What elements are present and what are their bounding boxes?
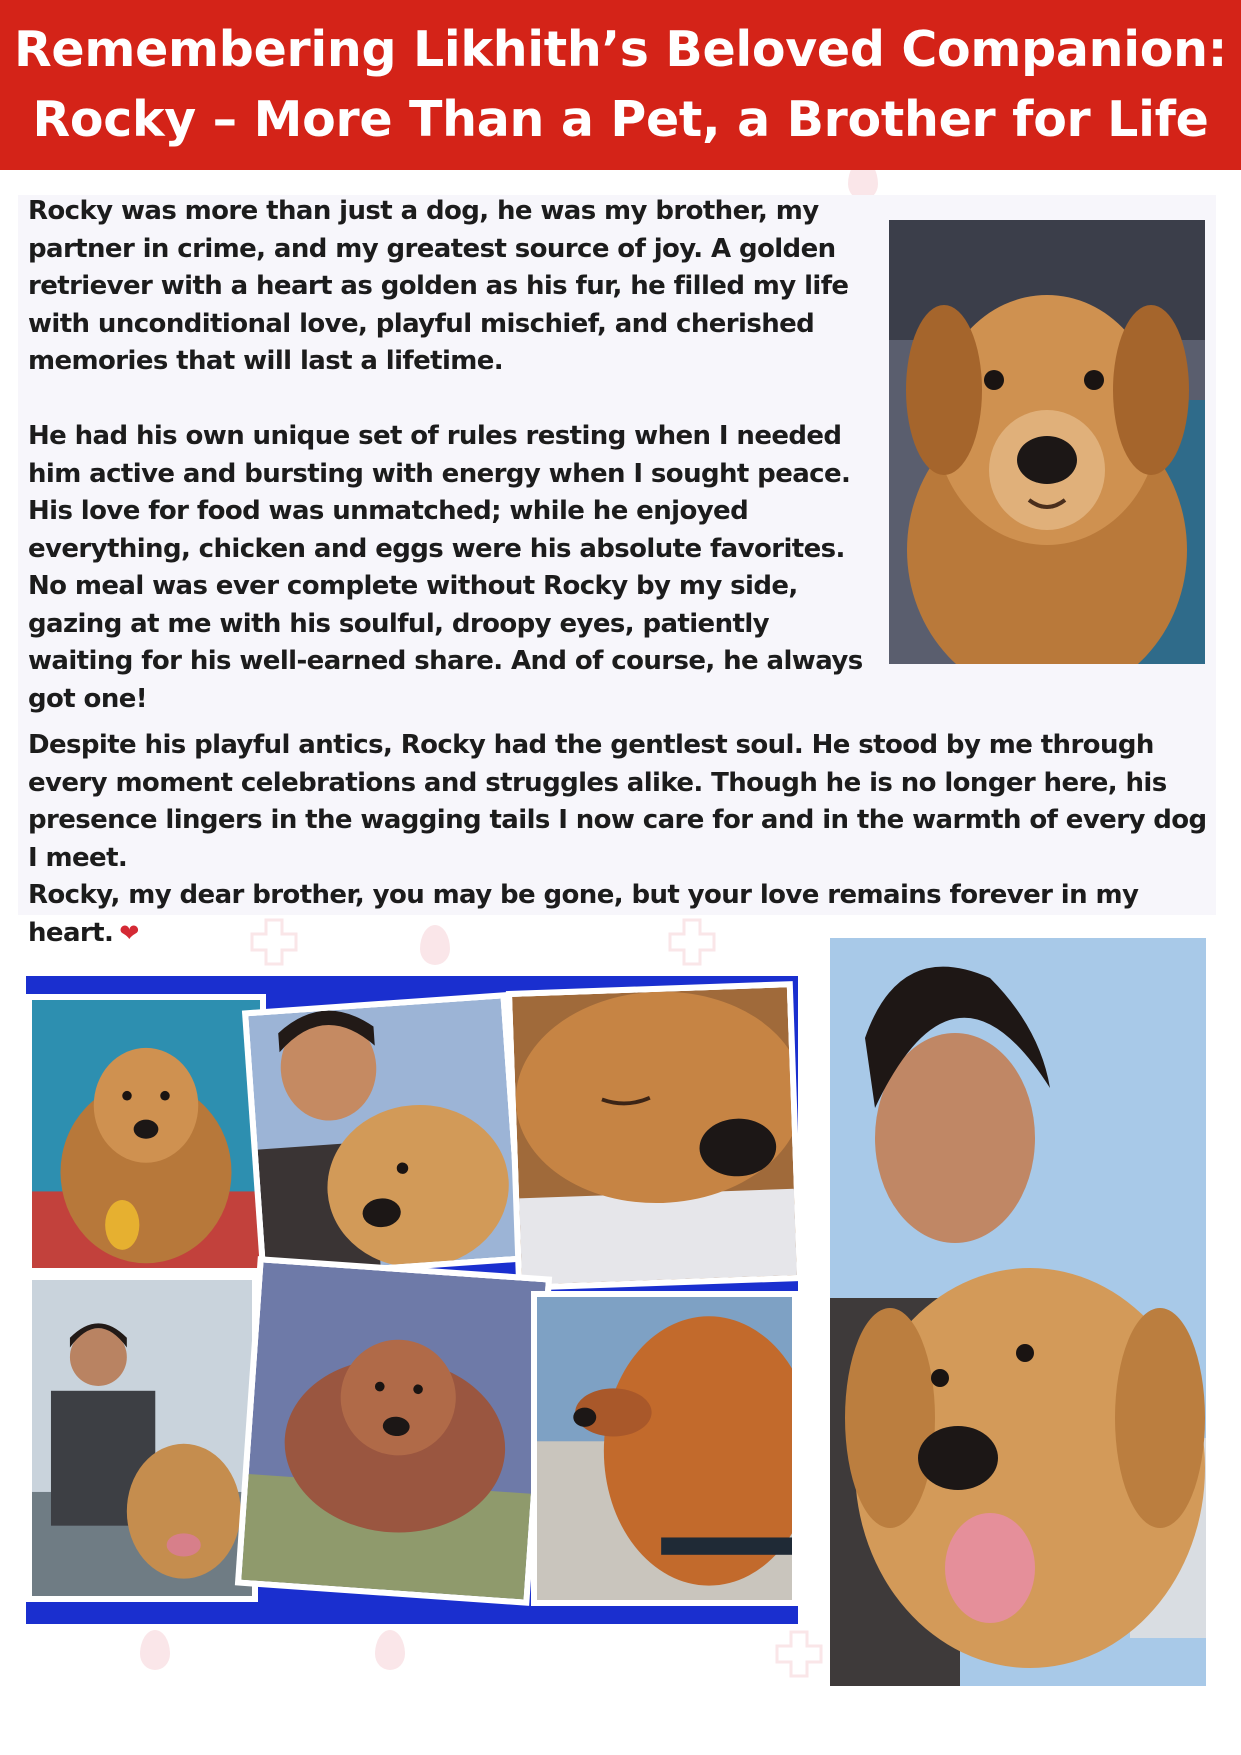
collage-photo-selfie bbox=[242, 992, 525, 1280]
title-banner bbox=[0, 0, 1241, 170]
photo-collage bbox=[26, 976, 798, 1624]
cross-icon bbox=[775, 1630, 823, 1678]
collage-photo-rocky-bed bbox=[26, 994, 266, 1274]
drop-icon bbox=[375, 1630, 405, 1670]
page-title-line-1: Remembering Likhith’s Beloved Companion: bbox=[13, 21, 1228, 78]
farewell-text: Rocky, my dear brother, you may be gone, but your love remains forever in my heart. bbox=[28, 880, 1139, 948]
rocky-portrait-photo bbox=[889, 220, 1205, 664]
drop-icon bbox=[140, 1630, 170, 1670]
collage-photo-rocky-lying bbox=[235, 1256, 552, 1606]
collage-photo-sleeping bbox=[506, 981, 798, 1291]
paragraph-habits: He had his own unique set of rules resting when I needed him active and bursting with energy when I sought peace. His love for food was unmatched; while he enjoyed everything, chicken and eggs were his absolute favorites. No meal was ever complete without Rocky by my side, gazing at me with his soulful, droopy eyes, patiently waiting for his well-earned share. And of course, he always got one! bbox=[28, 421, 863, 714]
collage-photo-man-with-dog bbox=[26, 1274, 258, 1602]
heart-icon: ❤ bbox=[119, 918, 139, 947]
collage-photo-rocky-profile bbox=[531, 1291, 798, 1606]
likhith-and-rocky-selfie bbox=[830, 938, 1206, 1686]
paragraph-intro: Rocky was more than just a dog, he was my brother, my partner in crime, and my greatest source of joy. A golden retriever with a heart as golden as his fur, he filled my life with unconditional love, playful mischief, and cherished memories that will last a lifetime. bbox=[28, 196, 849, 376]
page-title-line-2: Rocky – More Than a Pet, a Brother for Life bbox=[32, 91, 1209, 148]
paragraph-gentle-soul: Despite his playful antics, Rocky had the gentlest soul. He stood by me through every moment celebrations and struggles alike. Though he is no longer here, his presence lingers in the wagging tails I now care for and in the warmth of every dog I meet. bbox=[28, 730, 1207, 873]
